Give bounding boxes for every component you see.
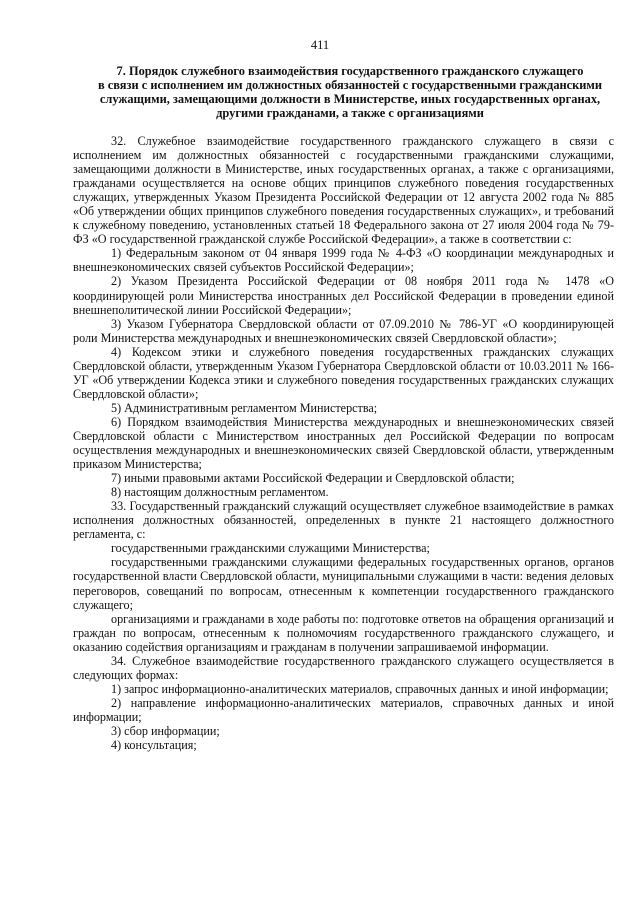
heading-line: служащими, замещающими должности в Министерстве, иных государственных органах, xyxy=(99,92,601,106)
paragraph-33: 33. Государственный гражданский служащий осуществляет служебное взаимодействие в рамках исполнения должностных обязанностей, определенных в пункте 21 настоящего должностного регламента, с: xyxy=(73,499,614,542)
heading-line: в связи с исполнением им должностных обязанностей с государственными гражданскими xyxy=(97,78,603,92)
heading-line: 7. Порядок служебного взаимодействия государственного гражданского служащего xyxy=(116,64,584,78)
document-body xyxy=(0,134,640,752)
paragraph-34: 34. Служебное взаимодействие государственного гражданского служащего осуществляется в следующих формах: xyxy=(73,653,614,682)
list-item: 8) настоящим должностным регламентом. xyxy=(111,485,329,500)
list-item: государственными гражданскими служащими Министерства; xyxy=(111,541,430,556)
list-item: организациями и гражданами в ходе работы по: подготовке ответов на обращения организаций и граждан по вопросам, отнесенным к полномочиям государственного гражданского служащего, и оказанию содействия организациям и гражданам в получении запрашиваемой информации. xyxy=(73,611,614,654)
list-item: 7) иными правовыми актами Российской Федерации и Свердловской области; xyxy=(111,471,515,486)
list-item: государственными гражданскими служащими федеральных государственных органов, органов государственной власти Свердловской области, муниципальными служащими в части: ведения деловых переговоров, совещаний по вопросам, отнесенным к компетенции государственного гражданского служащего; xyxy=(73,555,614,612)
paragraph-32: 32. Служебное взаимодействие государственного гражданского служащего в связи с исполнением им должностных обязанностей с государственными гражданскими служащими, замещающими должности в Министерстве, иных государственных органах, а также с организациями, гражданами осуществляется на основе общих принципов служебного поведения государственных служащих, утвержденных Указом Президента Российской Федерации от 12 августа 2002 года № 885 «Об утверждении общих принципов служебного поведения государственных служащих», и требований к служебному поведению, установленных статьей 18 Федерального закона от 27 июля 2004 года № 79-ФЗ «О государственной гражданской службе Российской Федерации», а также в соответствии с: xyxy=(73,134,614,247)
list-item: 3) сбор информации; xyxy=(111,723,220,738)
list-item: 2) направление информационно-аналитических материалов, справочных данных и иной информации; xyxy=(73,695,614,724)
list-item: 3) Указом Губернатора Свердловской области от 07.09.2010 № 786-УГ «О координирующей роли Министерства международных и внешнеэкономических связей Свердловской области»; xyxy=(73,316,614,345)
page-number: 411 xyxy=(310,38,330,52)
list-item: 5) Административным регламентом Министерства; xyxy=(111,400,378,415)
section-heading xyxy=(80,64,620,120)
list-item: 1) запрос информационно-аналитических материалов, справочных данных и иной информации; xyxy=(111,681,609,696)
list-item: 6) Порядком взаимодействия Министерства международных и внешнеэкономических связей Свердловской области с Министерством иностранных дел Российской Федерации по вопросам осуществления международных и внешнеэкономических связей Свердловской области, утвержденным приказом Министерства; xyxy=(73,414,614,472)
list-item: 4) Кодексом этики и служебного поведения государственных гражданских служащих Свердловской области, утвержденным Указом Губернатора Свердловской области от 10.03.2011 № 166-УГ «Об утверждении Кодекса этики и служебного поведения государственных гражданских служащих Свердловской области»; xyxy=(73,344,614,401)
list-item: 2) Указом Президента Российской Федерации от 08 ноября 2011 года № 1478 «О координирующей роли Министерства иностранных дел Российской Федерации в проведении единой внешнеполитической линии Российской Федерации»; xyxy=(73,274,614,317)
heading-line: другими гражданами, а также с организациями xyxy=(216,106,484,120)
list-item: 1) Федеральным законом от 04 января 1999 года № 4-ФЗ «О координации международных и внешнеэкономических связей субъектов Российской Федерации»; xyxy=(73,246,614,275)
list-item: 4) консультация; xyxy=(111,738,197,753)
